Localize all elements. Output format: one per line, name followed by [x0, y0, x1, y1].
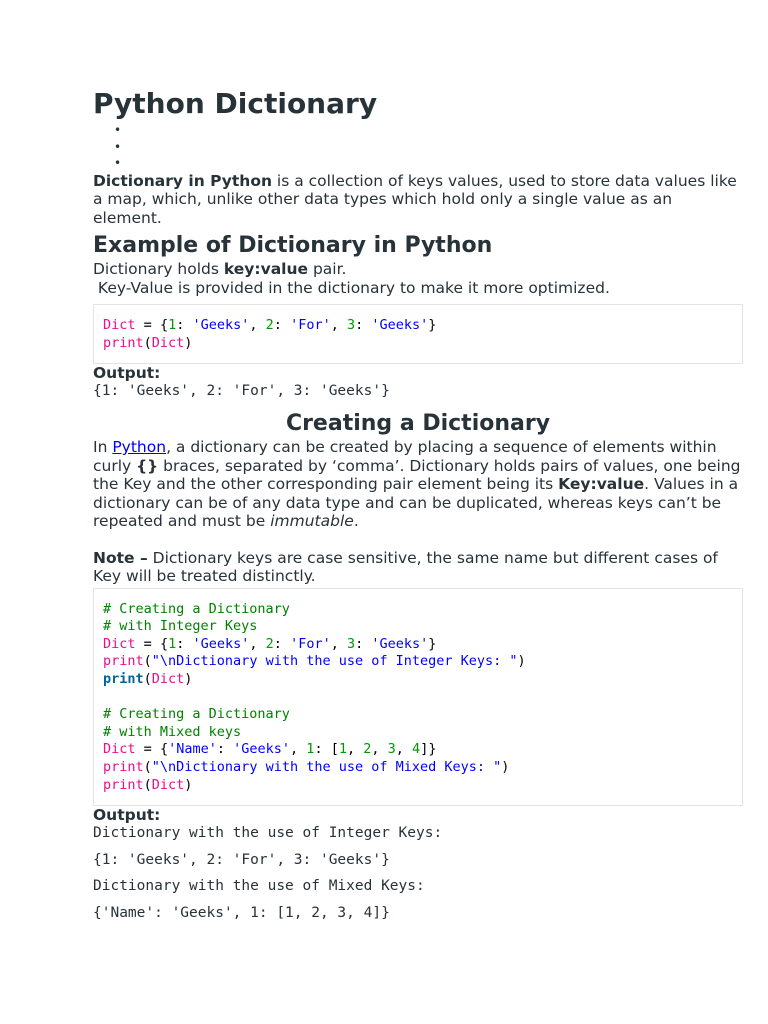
code-comment: # Creating a Dictionary	[103, 706, 290, 723]
text: , a dictionary can be created by placing a sequence of elements within curly	[93, 438, 717, 475]
code-token: 'Geeks'	[371, 635, 429, 652]
code-token: Dict	[151, 671, 185, 688]
text: braces, separated by ‘comma’. Dictionary holds pairs of values, one being the Key and the other corresponding pair element being its	[93, 456, 741, 494]
code-token: 'Geeks'	[233, 741, 291, 758]
code-token: 1	[306, 741, 315, 758]
code-comment: # Creating a Dictionary	[103, 600, 290, 617]
code-token: print	[103, 671, 144, 688]
output-line: {1: 'Geeks', 2: 'For', 3: 'Geeks'}	[93, 852, 390, 869]
code-token: print	[103, 653, 144, 670]
code-token: "\nDictionary with the use of Mixed Keys: "	[151, 759, 502, 776]
output-line: Dictionary with the use of Integer Keys:	[93, 825, 443, 842]
python-link[interactable]: Python	[112, 438, 167, 457]
code-token: 'For'	[290, 635, 331, 652]
note-label: Note –	[93, 548, 148, 567]
code-token: 2	[265, 635, 274, 652]
code-line: print(Dict)	[103, 671, 193, 688]
list-item	[93, 139, 743, 156]
list-item	[93, 155, 743, 172]
text: . Values in a dictionary can be of any data type and can be duplicated, whereas keys can’t be repeated and must be	[93, 475, 739, 531]
code-block-example[interactable]	[93, 304, 743, 364]
code-token: 2	[265, 317, 274, 333]
code-line: Dict = {1: 'Geeks', 2: 'For', 3: 'Geeks'}	[103, 317, 437, 333]
code-token: =	[143, 635, 152, 652]
code-token: 'Geeks'	[192, 317, 250, 333]
code-line: print("\nDictionary with the use of Integer Keys: ")	[103, 653, 526, 670]
bold-text: {}	[136, 456, 159, 475]
code-token: print	[103, 334, 144, 351]
code-line: print(Dict)	[103, 334, 193, 351]
code-comment: # with Mixed keys	[103, 723, 242, 740]
output-label: Output:	[93, 364, 161, 383]
code-token: Dict	[151, 776, 185, 793]
code-block-creating[interactable]	[93, 588, 743, 807]
code-line: print(Dict)	[103, 776, 193, 793]
article	[93, 86, 743, 922]
code-token: 'Geeks'	[192, 635, 250, 652]
code-comment: # with Integer Keys	[103, 618, 258, 635]
example-line1-text: Dictionary holds	[93, 260, 224, 278]
intro-bold: Dictionary in Python	[93, 171, 272, 190]
code-token: 'Name'	[168, 741, 217, 758]
text: .	[353, 512, 359, 531]
note-paragraph	[93, 549, 743, 586]
example-line1	[93, 260, 743, 279]
code-token: Dict	[103, 741, 136, 758]
output-line: Dictionary with the use of Mixed Keys:	[93, 878, 425, 895]
code-token: 3	[346, 317, 356, 333]
creating-heading: Creating a Dictionary	[285, 411, 551, 437]
intro-paragraph	[93, 172, 743, 228]
code-token: 2	[363, 741, 372, 758]
intro-text: is a collection of keys values, used to store data values like a map, which, unlike other data types which hold only a single value as an element.	[93, 171, 737, 227]
code-token: 3	[387, 741, 396, 758]
code-line: Dict = {'Name': 'Geeks', 1: [1, 2, 3, 4]}	[103, 741, 437, 758]
example-line1-bold: key:value	[223, 260, 309, 278]
code-token: 1	[168, 317, 177, 333]
note-text: Dictionary keys are case sensitive, the same name but different cases of Key will be treated distinctly.	[93, 548, 718, 586]
code-token: =	[143, 741, 152, 758]
code-token: print	[103, 759, 144, 776]
code-token: 1	[338, 741, 347, 758]
output-text: {1: 'Geeks', 2: 'For', 3: 'Geeks'}	[93, 383, 390, 400]
code-token: Dict	[151, 334, 185, 351]
example-line1-post: pair.	[308, 260, 347, 278]
code-token: 4	[412, 741, 421, 758]
code-token: print	[103, 776, 144, 793]
bold-text: Key:value	[558, 475, 645, 494]
code-token: 3	[346, 635, 356, 652]
example-heading: Example of Dictionary in Python	[93, 233, 493, 258]
creating-paragraph	[93, 438, 743, 531]
code-token: "\nDictionary with the use of Integer Keys: "	[151, 653, 518, 670]
empty-bullet-list	[93, 122, 743, 172]
code-token: Dict	[103, 635, 136, 652]
output-line: {'Name': 'Geeks', 1: [1, 2, 3, 4]}	[93, 905, 390, 922]
italic-text: immutable	[270, 512, 354, 531]
code-token: 'Geeks'	[371, 317, 429, 333]
code-line: print("\nDictionary with the use of Mixed Keys: ")	[103, 759, 510, 776]
code-token: 'For'	[290, 317, 331, 333]
output-label-2: Output:	[93, 806, 161, 825]
page-title: Python Dictionary	[93, 87, 378, 120]
code-blank-line	[103, 689, 733, 707]
code-line: Dict = {1: 'Geeks', 2: 'For', 3: 'Geeks'}	[103, 635, 437, 652]
list-item	[93, 122, 743, 139]
text: In	[93, 438, 113, 457]
code-token: =	[143, 317, 152, 333]
example-line2: Key-Value is provided in the dictionary to make it more optimized.	[93, 278, 610, 297]
code-token: Dict	[103, 317, 136, 333]
code-token: 1	[168, 635, 177, 652]
